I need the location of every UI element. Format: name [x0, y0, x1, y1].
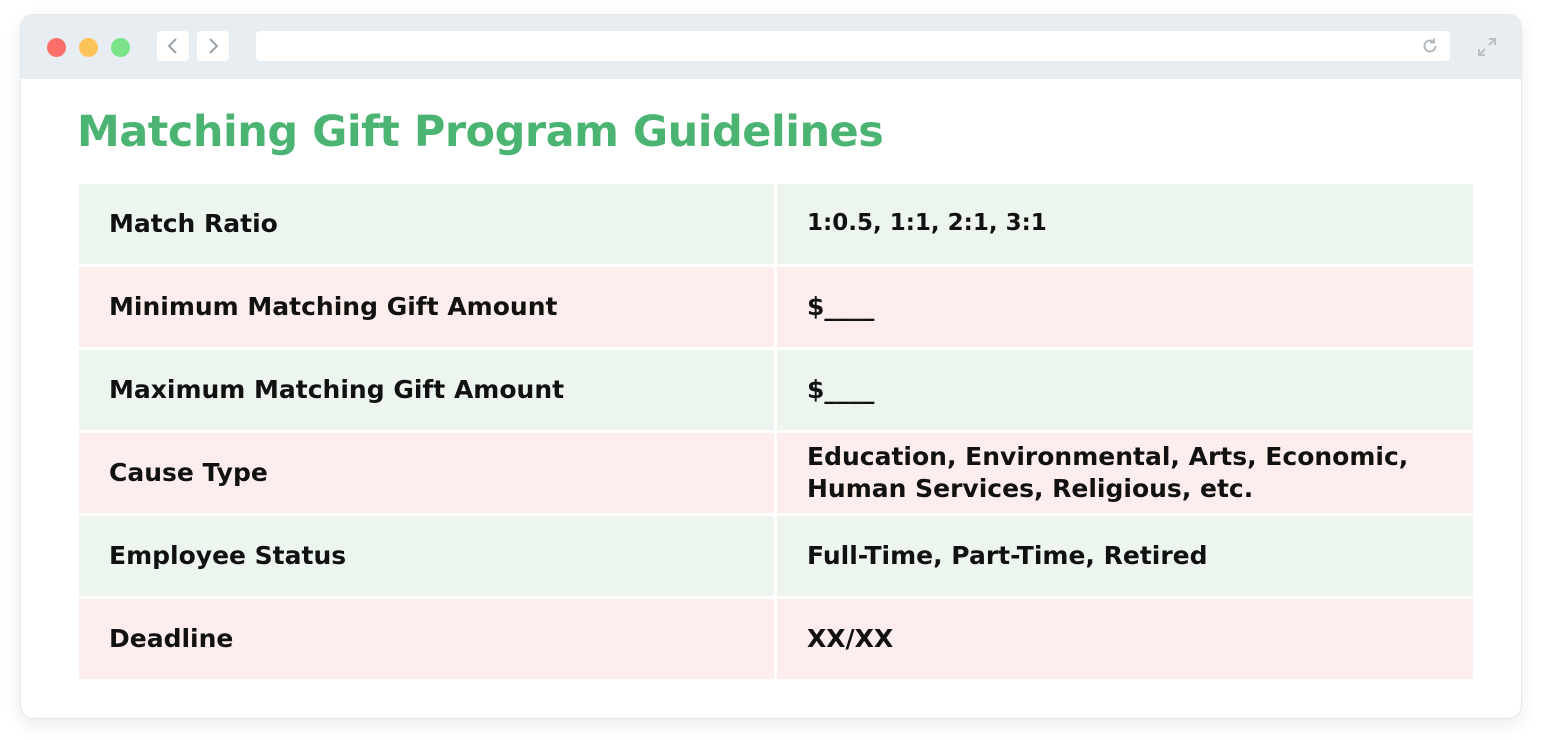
- row-label: Match Ratio: [79, 184, 774, 264]
- chevron-left-icon: [166, 37, 180, 55]
- address-bar[interactable]: [256, 31, 1450, 61]
- maximize-window-button[interactable]: [111, 38, 130, 57]
- row-label: Maximum Matching Gift Amount: [79, 350, 774, 430]
- row-label: Deadline: [79, 599, 774, 679]
- expand-icon[interactable]: [1476, 36, 1498, 58]
- table-row: [79, 599, 1473, 679]
- row-value: XX/XX: [777, 599, 1473, 679]
- table-row: [79, 184, 1473, 264]
- table-row: [79, 516, 1473, 596]
- table-row: [79, 433, 1473, 513]
- table-row: [79, 350, 1473, 430]
- row-value: $____: [777, 267, 1473, 347]
- browser-titlebar: [21, 15, 1521, 79]
- row-value: 1:0.5, 1:1, 2:1, 3:1: [777, 184, 1473, 264]
- chevron-right-icon: [206, 37, 220, 55]
- browser-window: [20, 14, 1522, 719]
- minimize-window-button[interactable]: [79, 38, 98, 57]
- table-row: [79, 267, 1473, 347]
- row-value: Education, Environmental, Arts, Economic, Human Services, Religious, etc.: [777, 433, 1473, 513]
- row-value: Full-Time, Part-Time, Retired: [777, 516, 1473, 596]
- close-window-button[interactable]: [47, 38, 66, 57]
- back-button[interactable]: [157, 31, 189, 61]
- row-label: Minimum Matching Gift Amount: [79, 267, 774, 347]
- page-title: Matching Gift Program Guidelines: [77, 107, 884, 157]
- row-value: $____: [777, 350, 1473, 430]
- forward-button[interactable]: [197, 31, 229, 61]
- guidelines-table: [79, 184, 1473, 682]
- row-label: Cause Type: [79, 433, 774, 513]
- row-label: Employee Status: [79, 516, 774, 596]
- reload-icon[interactable]: [1420, 36, 1440, 56]
